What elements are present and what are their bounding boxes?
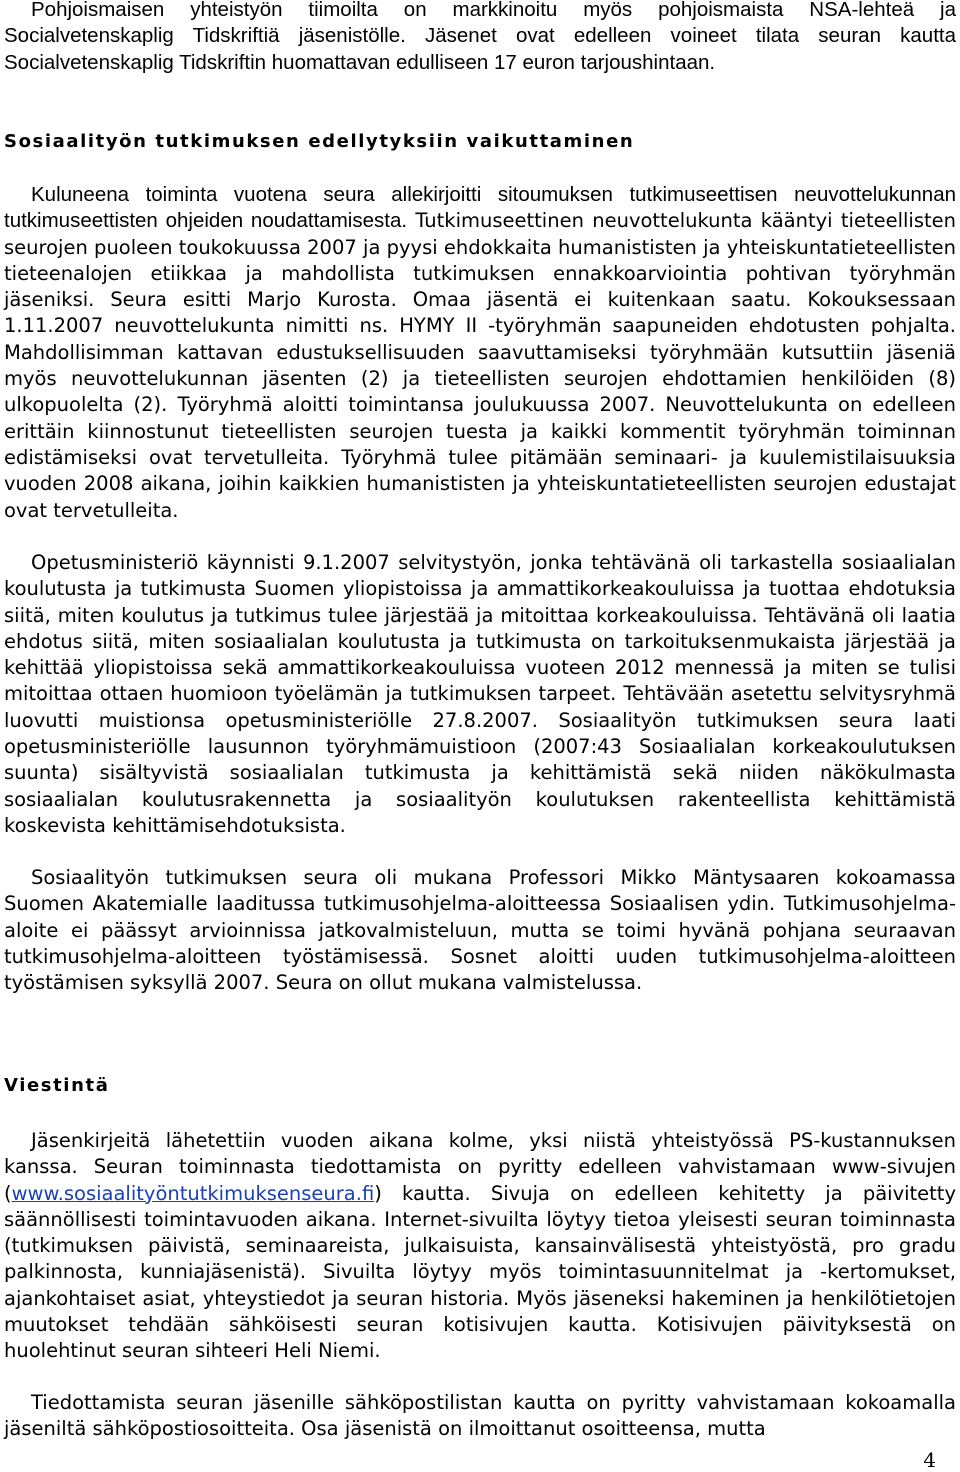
website-link[interactable]: www.sosiaalityöntutkimuksenseura.fi (11, 1181, 375, 1205)
comms-paragraph-1-end: ) kautta. Sivuja on edelleen kehitetty ja päivitetty säännöllisesti toimintavuoden aikana. Internet-sivuilta löytyy tietoa yleisesti seuran toiminnasta (tutkimuksen päivistä, seminaareista, julkaisuista, kansainvälisestä yhteistyöstä, pro gradu palkinnosta, kunniajäsenistä). Sivuilta löytyy myös toimintasuunnitelmat ja -kertomukset, ajankohtaiset asiat, yhteystiedot ja seuran historia. Myös jäseneksi hakeminen ja henkilötietojen muutokset tehdään sähköisesti seuran kotisivujen kautta. Kotisivujen päivityksestä on huolehtinut seuran sihteeri Heli Niemi. (4, 1181, 956, 1363)
section-heading-research: Sosiaalityön tutkimuksen edellytyksiin vaikuttaminen (4, 131, 635, 152)
research-paragraph-1 (4, 182, 956, 524)
page-number: 4 (923, 1448, 936, 1472)
research-paragraph-3: Sosiaalityön tutkimuksen seura oli mukana Professori Mikko Mäntysaaren kokoamassa Suomen Akatemialle laaditussa tutkimusohjelma-aloitteessa Sosiaalisen ydin. Tutkimusohjelma-aloite ei päässyt arvioinnissa jatkovalmisteluun, mutta se toimi hyvänä pohjana seuraavan tutkimusohjelma-aloitteen työstämisessä. Sosnet aloitti uuden tutkimusohjelma-aloitteen työstämisen syksyllä 2007. Seura on ollut mukana valmistelussa. (4, 866, 956, 995)
research-paragraph-2: Opetusministeriö käynnisti 9.1.2007 selvitystyön, jonka tehtävänä oli tarkastella sosiaalialan koulutusta ja tutkimusta Suomen yliopistoissa ja ammattikorkeakouluissa ja tuottaa ehdotuksia siitä, miten koulutus ja tutkimus tulee järjestää ja mitoittaa korkeakouluissa. Tehtävänä oli laatia ehdotus siitä, miten sosiaalialan koulutusta ja tutkimusta on tarkoituksenmukaista järjestää ja kehittää yliopistoissa sekä ammattikorkeakouluissa vuoteen 2012 mennessä ja miten se tulisi mitoittaa ottaen huomioon työelämän ja tutkimuksen tarpeet. Tehtävään asetettu selvitysryhmä luovutti muistionsa opetusministeriölle 27.8.2007. Sosiaalityön tutkimuksen seura laati opetusministeriölle lausunnon työryhmämuistioon (2007:43 Sosiaalialan korkeakoulutuksen suunta) sisältyvistä sosiaalialan tutkimusta ja kehittämistä sekä niiden näkökulmasta sosiaalialan koulutusrakennetta ja sosiaalityön koulutuksen rakenteellista kehittämistä koskevista kehittämisehdotuksista. (4, 551, 956, 837)
comms-paragraph-1 (4, 1128, 956, 1365)
research-paragraph-1-lead: Kuluneena toiminta vuotena seura allekirjoitti sitoumuksen tutkimuseettisen neuvottelukunnan tutkimuseettisten ohjeiden noudattamisesta. (4, 183, 956, 233)
comms-paragraph-2: Tiedottamista seuran jäsenille sähköpostilistan kautta on pyritty vahvistamaan kokoamalla jäseniltä sähköpostiosoitteita. Osa jäsenistä on ilmoittanut osoitteensa, mutta (4, 1391, 956, 1441)
research-paragraph-1-body: Tutkimuseettinen neuvottelukunta kääntyi tieteellisten seurojen puoleen toukokuussa 2007 ja pyysi ehdokkaita humanististen ja yhteiskuntatieteellisten tieteenalojen etiikkaa ja mahdollista tutkimuksen ennakkoarviointia pohtivan työryhmän jäseniksi. Seura esitti Marjo Kurosta. Omaa jäsentä ei kuitenkaan saatu. Kokouksessaan 1.11.2007 neuvottelukunta nimitti ns. HYMY II -työryhmän saapuneiden ehdotusten pohjalta. Mahdollisimman kattavan edustuksellisuuden saavuttamiseksi työryhmään kutsuttiin jäseniä myös neuvottelukunnan jäsenten (2) ja tieteellisten seurojen ehdottamien henkilöiden (8) ulkopuolelta (2). Työryhmä aloitti toimintansa joulukuussa 2007. Neuvottelukunta on edelleen erittäin kiinnostunut tieteellisten seurojen tuesta ja kaikki kommentit työryhmän toiminnan edistämiseksi ovat tervetulleita. Työryhmä tulee pitämään seminaari- ja kuulemistilaisuuksia vuoden 2008 aikana, joihin kaikkien humanististen ja yhteiskuntatieteellisten seurojen edustajat ovat tervetulleita. (4, 209, 956, 522)
comms-paragraph-1-start: Jäsenkirjeitä lähetettiin vuoden aikana kolme, yksi niistä yhteistyössä PS-kustannuksen kanssa. Seuran toiminnasta tiedottamista on pyritty edelleen vahvistamaan www-sivujen ( (4, 1129, 956, 1205)
intro-paragraph: Pohjoismaisen yhteistyön tiimoilta on markkinoitu myös pohjoismaista NSA-lehteä ja Socialvetenskaplig Tidskriftiä jäsenistölle. Jäsenet ovat edelleen voineet tilata seuran kautta Socialvetenskaplig Tidskriftin huomattavan edulliseen 17 euron tarjoushintaan. (4, 0, 956, 74)
section-heading-comms: Viestintä (4, 1075, 110, 1096)
